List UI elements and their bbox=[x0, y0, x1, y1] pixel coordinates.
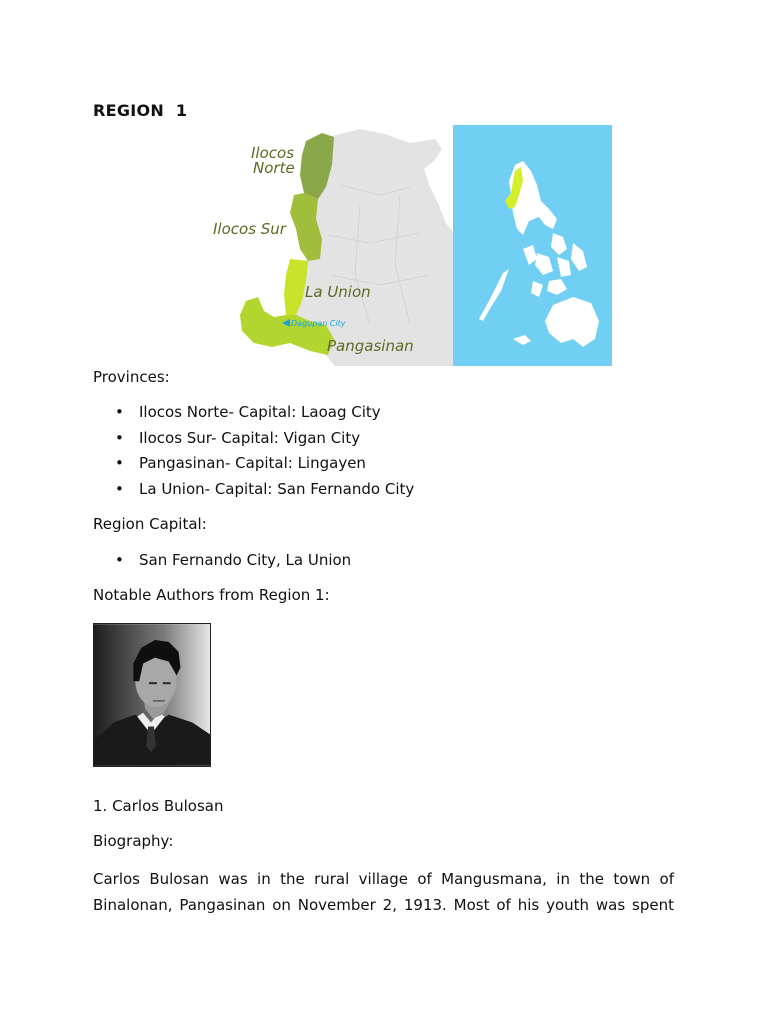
region-map bbox=[210, 125, 455, 366]
ilocos-sur-shape bbox=[290, 193, 322, 261]
provinces-list bbox=[93, 403, 414, 506]
region-capital-list bbox=[93, 551, 351, 577]
map-label-la-union: La Union bbox=[305, 283, 371, 301]
authors-label: Notable Authors from Region 1: bbox=[93, 586, 330, 604]
map-label-ilocos-sur: Ilocos Sur bbox=[213, 220, 286, 238]
list-item: • San Fernando City, La Union bbox=[93, 551, 351, 577]
map-label-norte: Norte bbox=[253, 159, 295, 177]
map-label-pangasinan: Pangasinan bbox=[327, 337, 414, 355]
provinces-label: Provinces: bbox=[93, 368, 170, 386]
biography-text: Carlos Bulosan was in the rural village of Mangusmana, in the town of Binalonan, Pangasinan on November 2, 1913. Most of his youth was spent bbox=[93, 870, 674, 914]
philippines-inset-map bbox=[453, 125, 612, 366]
list-item: • La Union- Capital: San Fernando City bbox=[93, 480, 414, 506]
author-photo bbox=[93, 623, 211, 767]
list-item: • Pangasinan- Capital: Lingayen bbox=[93, 454, 414, 480]
page-title: REGION 1 bbox=[93, 101, 188, 120]
author-name: 1. Carlos Bulosan bbox=[93, 797, 224, 815]
list-item: • Ilocos Sur- Capital: Vigan City bbox=[93, 429, 414, 455]
map-label-dagupan: Dagupan City bbox=[291, 319, 346, 328]
biography-label: Biography: bbox=[93, 832, 174, 850]
list-item: • Ilocos Norte- Capital: Laoag City bbox=[93, 403, 414, 429]
map-label-ilocos: Ilocos bbox=[251, 144, 295, 162]
region-capital-label: Region Capital: bbox=[93, 515, 207, 533]
